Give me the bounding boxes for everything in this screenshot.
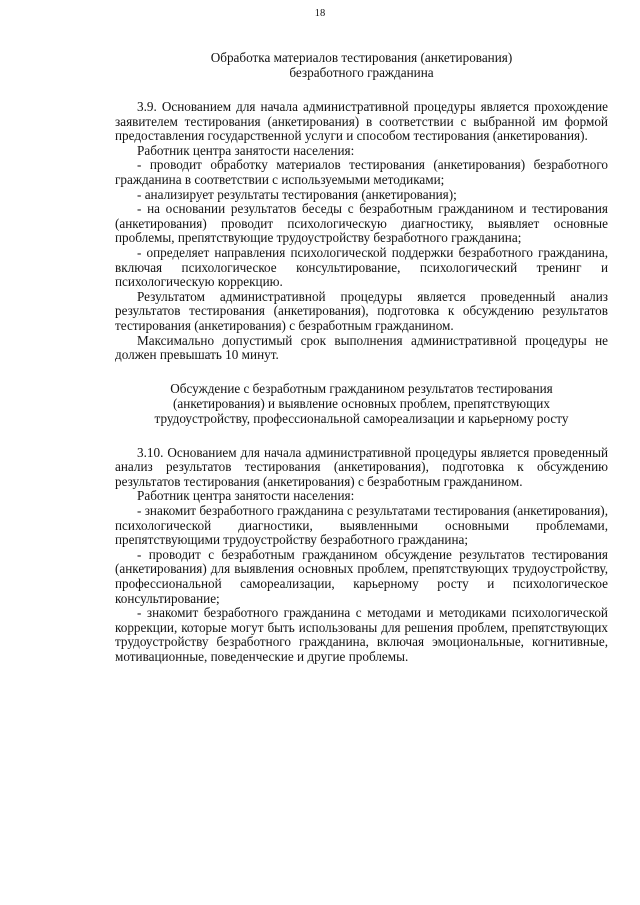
section-heading-line: Обработка материалов тестирования (анкетирования)	[210, 50, 513, 65]
section-heading-line: безработного гражданина	[289, 65, 434, 80]
list-item: - проводит обработку материалов тестирования (анкетирования) безработного гражданина в соответствии с используемыми методиками;	[115, 157, 608, 187]
list-item: - анализирует результаты тестирования (анкетирования);	[137, 186, 457, 202]
list-item: - определяет направления психологической поддержки безработного гражданина, включая психологическое консультирование, психологический тренинг и психологическую коррекцию.	[115, 244, 608, 290]
paragraph-result: Результатом административной процедуры является проведенный анализ результатов тестирования (анкетирования), подготовка к обсуждению результатов тестирования (анкетирования) с безработным гражданином.	[115, 288, 608, 333]
section-heading-line: трудоустройству, профессиональной самореализации и карьерному росту	[154, 410, 569, 426]
paragraph-3-10: 3.10. Основанием для начала административной процедуры является проведенный анализ результатов тестирования (анкетирования), подготовка к обсуждению результатов тестирования (анкетирования) с безработным гражданином.	[115, 444, 608, 489]
list-item: - проводит с безработным гражданином обсуждение результатов тестирования (анкетирования) для выявления основных проблем, препятствующих трудоустройству, профессиональной самореализации, карьерному росту и психологическое консультирование;	[115, 546, 608, 606]
page-number: 18	[314, 8, 326, 19]
list-item: - на основании результатов беседы с безработным гражданином и тестирования (анкетирования) проводит психологическую диагностику, выявляет основные проблемы, препятствующие трудоустройству безработного гражданина;	[115, 201, 608, 246]
paragraph-time-limit: Максимально допустимый срок выполнения административной процедуры не должен превышать 10 минут.	[115, 332, 608, 363]
paragraph-3-9: 3.9. Основанием для начала административной процедуры является прохождение заявителем тестирования (анкетирования) в соответствии с выбранной им формой предоставления государственной услуги и способом тестирования (анкетирования).	[115, 99, 608, 144]
section-heading-discussion	[115, 381, 608, 426]
section-heading-processing	[115, 50, 608, 80]
document-content	[115, 50, 608, 665]
section-heading-line: (анкетирования) и выявление основных проблем, препятствующих	[173, 395, 550, 411]
section-heading-line: Обсуждение с безработным гражданином результатов тестирования	[170, 380, 553, 396]
list-item: - знакомит безработного гражданина с результатами тестирования (анкетирования), психологической диагностики, выявленными основными проблемами, препятствующими трудоустройству безработного гражданина;	[115, 503, 608, 548]
paragraph-worker-intro: Работник центра занятости населения:	[137, 142, 355, 158]
paragraph-worker-intro: Работник центра занятости населения:	[137, 488, 355, 504]
list-item: - знакомит безработного гражданина с методами и методиками психологической коррекции, которые могут быть использованы для решения проблем, препятствующих трудоустройству безработного гражданина, включая эмоциональные, когнитивные, мотивационные, поведенческие и другие проблемы.	[115, 605, 608, 664]
